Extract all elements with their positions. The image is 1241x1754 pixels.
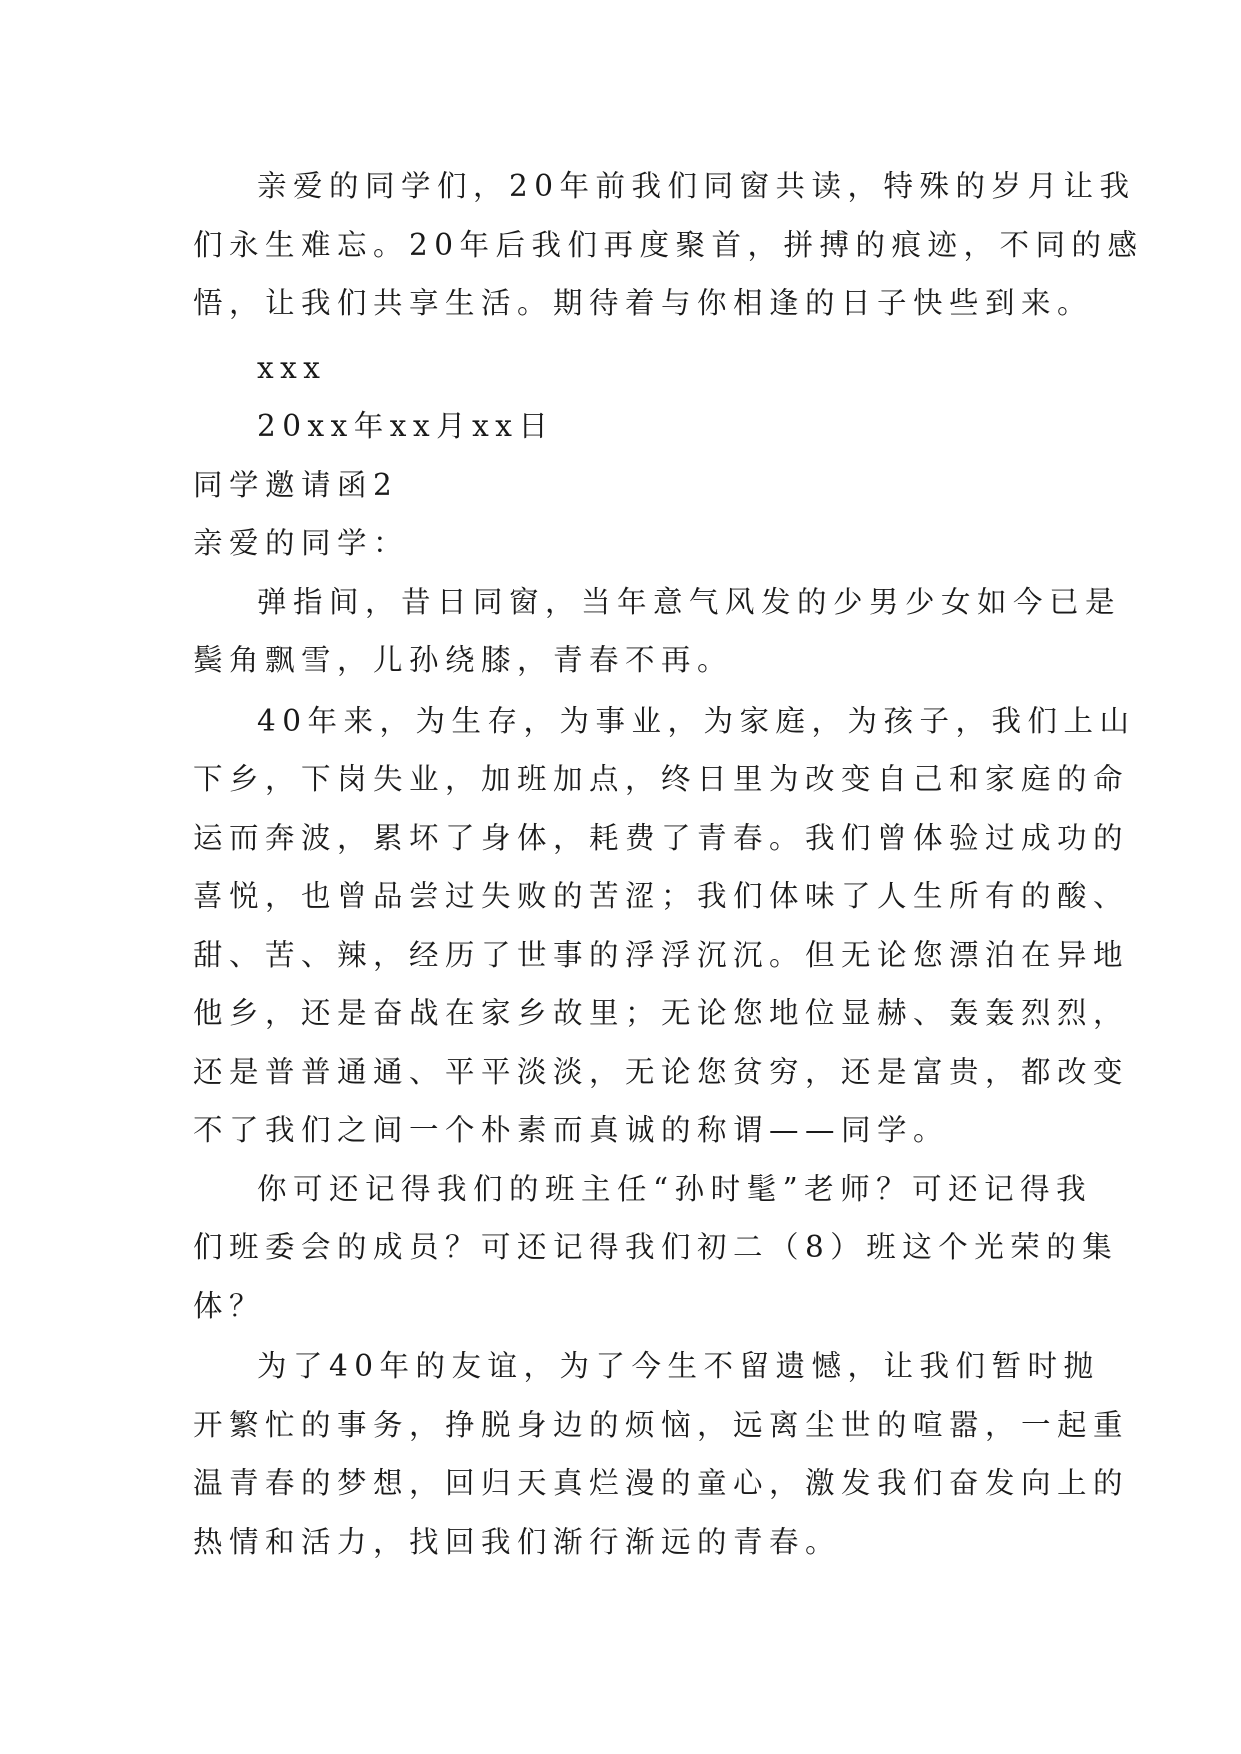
text-line: 为了40年的友谊，为了今生不留遗憾，让我们暂时抛 [257, 1349, 1100, 1383]
text-line: 弹指间，昔日同窗，当年意气风发的少男少女如今已是 [257, 584, 1122, 619]
text-line: 他乡，还是奋战在家乡故里；无论您地位显赫、轰轰烈烈， [193, 996, 1130, 1030]
text-line: 40年来，为生存，为事业，为家庭，为孩子，我们上山 [257, 703, 1136, 738]
text-line: 热情和活力，找回我们渐行渐远的青春。 [193, 1524, 842, 1559]
letter2-salutation: 亲爱的同学： [193, 526, 410, 560]
letter2-paragraph-2 [193, 692, 1136, 1160]
letter1-signature: xxx [257, 350, 327, 385]
text-line: 们永生难忘。20年后我们再度聚首，拼搏的痕迹，不同的感 [193, 227, 1144, 262]
text-line: 温青春的梦想，回归天真烂漫的童心，激发我们奋发向上的 [193, 1466, 1130, 1500]
text-line: 们班委会的成员？可还记得我们初二（8）班这个光荣的集 [193, 1230, 1119, 1264]
text-line: 不了我们之间一个朴素而真诚的称谓——同学。 [193, 1113, 950, 1147]
text-line: 鬓角飘雪，儿孙绕膝，青春不再。 [193, 643, 734, 677]
text-line: 甜、苦、辣，经历了世事的浮浮沉沉。但无论您漂泊在异地 [193, 937, 1130, 972]
letter1-date: 20xx年xx月xx日 [257, 409, 555, 443]
document-page [193, 157, 1144, 1571]
letter2-paragraph-1 [193, 573, 1122, 690]
text-line: 开繁忙的事务，挣脱身边的烦恼，远离尘世的喧嚣，一起重 [193, 1407, 1130, 1442]
letter2-paragraph-3 [193, 1160, 1119, 1336]
text-line: 运而奔波，累坏了身体，耗费了青春。我们曾体验过成功的 [193, 820, 1130, 855]
letter2-paragraph-4 [193, 1337, 1130, 1571]
text-line: 体？ [193, 1288, 266, 1323]
text-line: 还是普普通通、平平淡淡，无论您贫穷，还是富贵，都改变 [193, 1054, 1130, 1089]
text-line: 亲爱的同学们，20年前我们同窗共读，特殊的岁月让我 [257, 169, 1136, 203]
text-line: 喜悦，也曾品尝过失败的苦涩；我们体味了人生所有的酸、 [193, 879, 1130, 913]
text-line: 悟，让我们共享生活。期待着与你相逢的日子快些到来。 [193, 286, 1094, 320]
letter2-title: 同学邀请函2 [193, 467, 399, 502]
text-line: 下乡，下岗失业，加班加点，终日里为改变自己和家庭的命 [193, 762, 1130, 796]
text-line: 你可还记得我们的班主任“孙时髦”老师？可还记得我 [257, 1171, 1093, 1206]
letter1-paragraph [193, 157, 1144, 333]
